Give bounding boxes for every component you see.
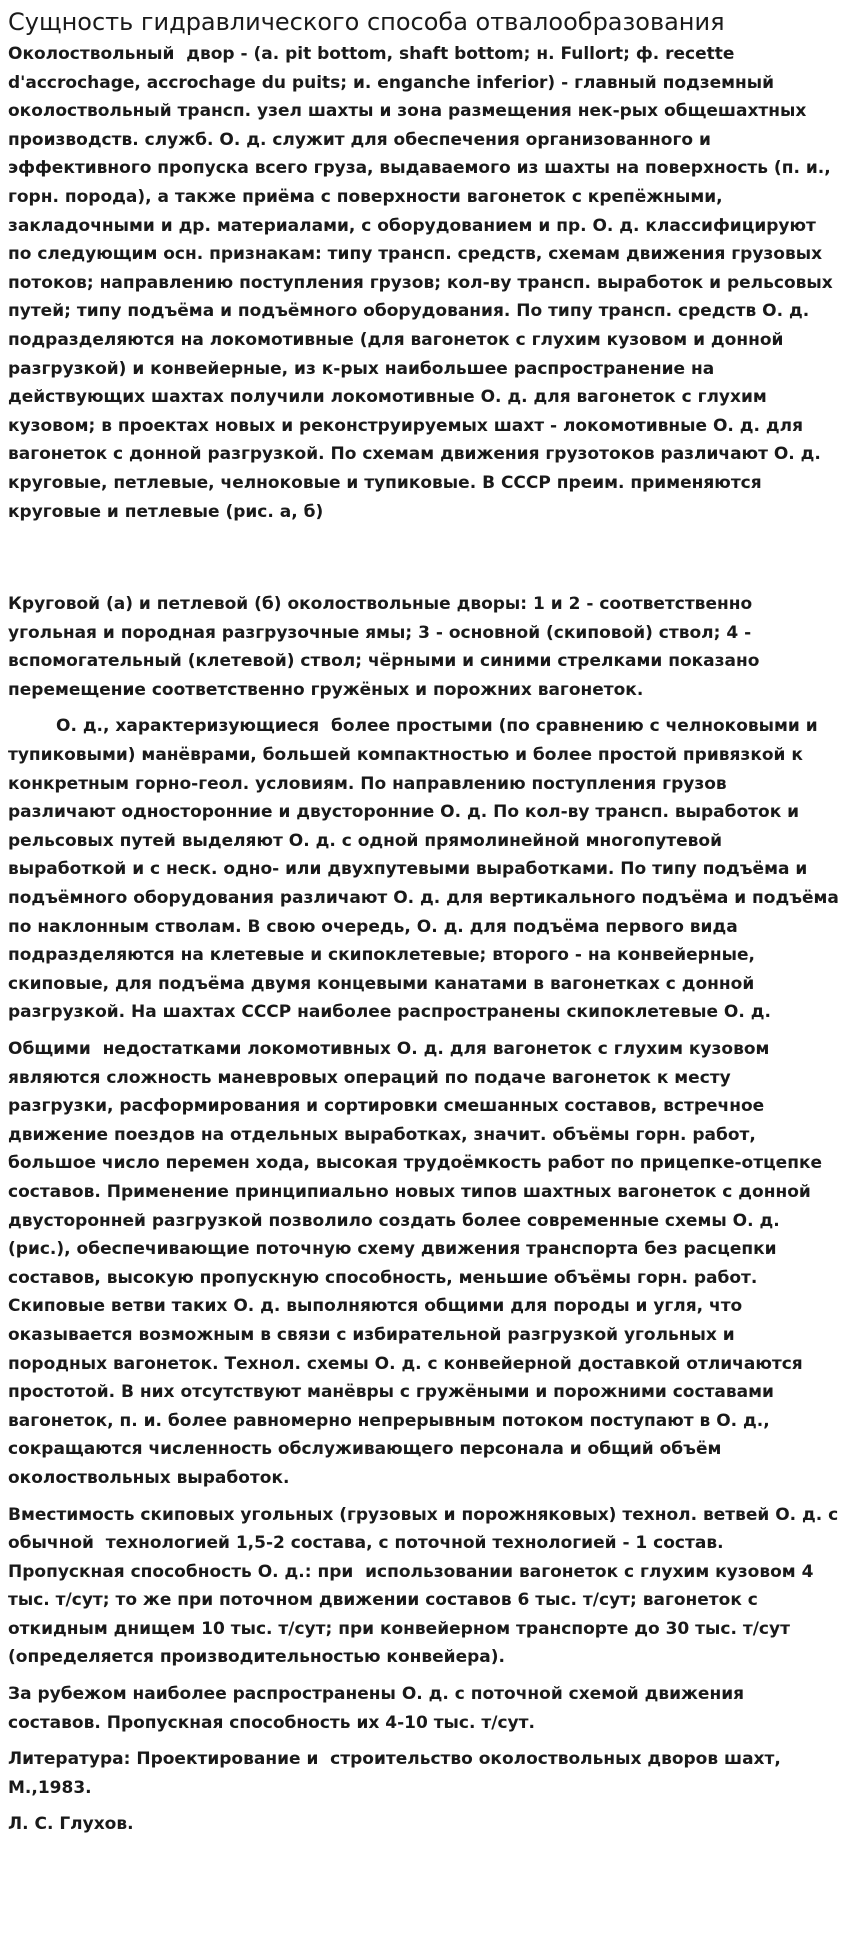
figure-placeholder [8, 534, 839, 590]
paragraph-definition: Околоствольный двор - (a. pit bottom, shaft bottom; н. Fullort; ф. recette d'accrochage, accrochage du puits; и. enganche inferior) - главный подземный околоствольный трансп. узел шахты и зона размещения нек-рых общешахтных производств. служб. О. д. служит для обеспечения организованного и эффективного пропуска всего груза, выдаваемого из шахты на поверхность (п. и., горн. порода), а также приёма с поверхности вагонеток с крепёжными, закладочными и др. материалами, с оборудованием и пр. О. д. классифицируют по следующим осн. признакам: типу трансп. средств, схемам движения грузовых потоков; направлению поступления грузов; кол-ву трансп. выработок и рельсовых путей; типу подъёма и подъёмного оборудования. По типу трансп. средств О. д. подразделяются на локомотивные (для вагонеток с глухим кузовом и донной разгрузкой) и конвейерные, из к-рых наибольшее распространение на действующих шахтах получили локомотивные О. д. для вагонеток с глухим кузовом; в проектах новых и реконструируемых шахт - локомотивные О. д. для вагонеток с донной разгрузкой. По схемам движения грузотоков различают О. д. круговые, петлевые, челноковые и тупиковые. В СССР преим. применяются круговые и петлевые (рис. а, б) [8, 44, 839, 522]
figure-caption: Круговой (а) и петлевой (б) околоствольные дворы: 1 и 2 - соответственно угольная и породная разгрузочные ямы; 3 - основной (скиповой) ствол; 4 - вспомогательный (клетевой) ствол; чёрными и синими стрелками показано перемещение соответственно гружёных и порожних вагонеток. [8, 594, 766, 700]
paragraph-abroad: За рубежом наиболее распространены О. д. с поточной схемой движения составов. Пропускная способность их 4-10 тыс. т/сут. [8, 1684, 750, 1733]
paragraph-characteristics: О. д., характеризующиеся более простыми (по сравнению с челноковыми и тупиковыми) манёврами, большей компактностью и более простой привязкой к конкретным горно-геол. условиям. По направлению поступления грузов различают односторонние и двусторонние О. д. По кол-ву трансп. выработок и рельсовых путей выделяют О. д. с одной прямолинейной многопутевой выработкой и с неск. одно- или двухпутевыми выработками. По типу подъёма и подъёмного оборудования различают О. д. для вертикального подъёма и подъёма по наклонным стволам. В свою очередь, О. д. для подъёма первого вида подразделяются на клетевые и скипоклетевые; второго - на конвейерные, скиповые, для подъёма двумя концевыми канатами в вагонетках с донной разгрузкой. На шахтах СССР наиболее распространены скипоклетевые О. д. [8, 716, 845, 1023]
paragraph-drawbacks: Общими недостатками локомотивных О. д. для вагонеток с глухим кузовом являются сложность маневровых операций по подаче вагонеток к месту разгрузки, расформирования и сортировки смешанных составов, встречное движение поездов на отдельных выработках, значит. объёмы горн. работ, большое число перемен хода, высокая трудоёмкость работ по прицепке-отцепке составов. Применение принципиально новых типов шахтных вагонеток с донной двусторонней разгрузкой позволило создать более современные схемы О. д. (рис.), обеспечивающие поточную схему движения транспорта без расцепки составов, высокую пропускную способность, меньшие объёмы горн. работ. Скиповые ветви таких О. д. выполняются общими для породы и угля, что оказывается возможным в связи с избирательной разгрузкой угольных и породных вагонеток. Технол. схемы О. д. с конвейерной доставкой отличаются простотой. В них отсутствуют манёвры с гружёными и порожними составами вагонеток, п. и. более равномерно непрерывным потоком поступают в О. д., сокращаются численность обслуживающего персонала и общий объём околоствольных выработок. [8, 1039, 828, 1488]
paragraph-capacity: Вместимость скиповых угольных (грузовых и порожняковых) технол. ветвей О. д. с обычной технологией 1,5-2 состава, с поточной технологией - 1 состав. Пропускная способность О. д.: при использовании вагонеток с глухим кузовом 4 тыс. т/сут; то же при поточном движении составов 6 тыс. т/сут; вагонеток с откидным днищем 10 тыс. т/сут; при конвейерном транспорте до 30 тыс. т/сут (определяется производительностью конвейера). [8, 1504, 845, 1668]
paragraph-literature: Литература: Проектирование и строительство околоствольных дворов шахт, М.,1983. [8, 1749, 787, 1798]
page-title: Сущность гидравлического способа отвалообразования [8, 8, 725, 36]
author-signature: Л. С. Глухов. [8, 1814, 134, 1835]
